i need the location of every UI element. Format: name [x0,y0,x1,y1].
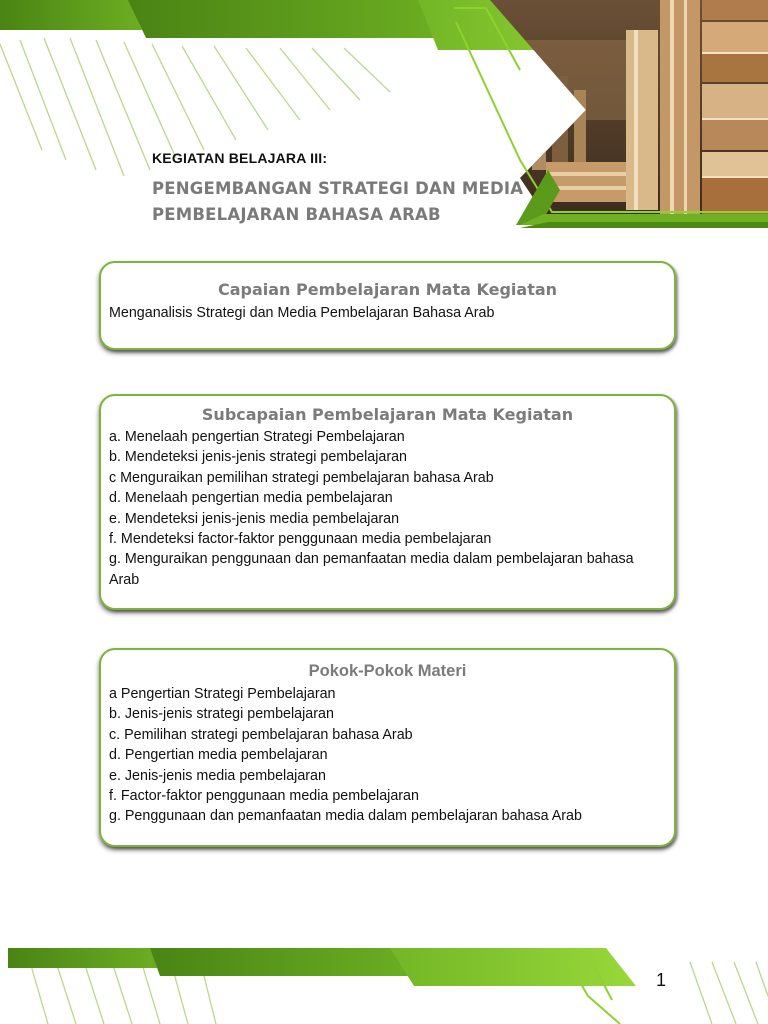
list-item: f. Factor-faktor penggunaan media pembelajaran [109,788,419,805]
list-item: g. Menguraikan penggunaan dan pemanfaatan media dalam pembelajaran bahasa Arab [109,551,634,588]
capaian-heading: Capaian Pembelajaran Mata Kegiatan [217,280,558,299]
list-item: d. Menelaah pengertian media pembelajaran [109,490,393,507]
subcapaian-heading: Subcapaian Pembelajaran Mata Kegiatan [201,405,574,424]
title-line-1: PENGEMBANGAN STRATEGI DAN MEDIA [152,179,524,198]
list-item: b. Jenis-jenis strategi pembelajaran [109,706,334,723]
capaian-text: Menganalisis Strategi dan Media Pembelajaran Bahasa Arab [109,305,495,321]
activity-kicker: KEGIATAN BELAJARA III: [152,150,328,166]
subcapaian-list [109,427,666,590]
list-item: g. Penggunaan dan pemanfaatan media dalam pembelajaran bahasa Arab [109,808,582,825]
list-item: e. Mendeteksi jenis-jenis media pembelajaran [109,510,400,527]
page-number: 1 [656,970,667,990]
subcapaian-card [99,394,676,610]
pokok-materi-list [109,684,666,827]
title-line-2: PEMBELAJARAN BAHASA ARAB [152,205,441,224]
list-item: e. Jenis-jenis media pembelajaran [109,767,326,784]
capaian-card [99,261,676,350]
list-item: d. Pengertian media pembelajaran [109,747,328,764]
list-item: a. Menelaah pengertian Strategi Pembelajaran [109,429,405,445]
list-item: c. Pemilihan strategi pembelajaran bahasa Arab [109,726,413,743]
list-item: f. Mendeteksi factor-faktor penggunaan media pembelajaran [109,531,492,548]
list-item: c Menguraikan pemilihan strategi pembelajaran bahasa Arab [109,469,494,486]
pokok-materi-heading: Pokok-Pokok Materi [308,662,467,680]
pokok-materi-card [99,648,676,847]
list-item: a Pengertian Strategi Pembelajaran [109,686,336,702]
activity-title [152,176,523,228]
list-item: b. Mendeteksi jenis-jenis strategi pembelajaran [109,449,408,466]
